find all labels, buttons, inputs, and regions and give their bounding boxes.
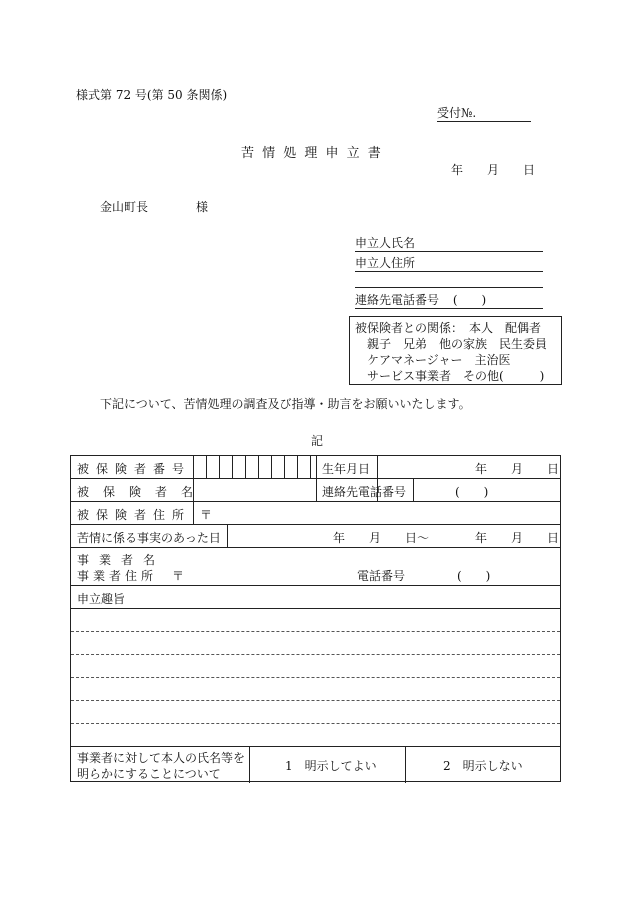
applicant-name-field[interactable] [355, 234, 543, 252]
business-phone-label: 電話番号 [357, 569, 406, 583]
relationship-line-4: サービス事業者 その他( ) [367, 369, 545, 383]
ki-heading: 記 [311, 434, 324, 448]
insured-number-label: 被保険者番号 [77, 462, 192, 476]
contact-phone-label: 連絡先電話番号 [322, 485, 407, 499]
insured-name-label: 被保険者名 [77, 485, 208, 499]
addressee-name: 金山町長 [100, 200, 149, 214]
applicant-phone-field[interactable] [355, 291, 543, 309]
applicant-phone-label: 連絡先電話番号 [355, 293, 440, 307]
incident-date-label: 苦情に係る事実のあった日 [77, 531, 221, 545]
complaint-summary-label: 申立趣旨 [77, 592, 126, 606]
incident-date-from[interactable]: 年 月 日〜 [333, 531, 430, 545]
insured-number-input[interactable] [194, 457, 315, 478]
contact-phone-value[interactable]: ( ) [455, 485, 489, 499]
business-postal[interactable]: 〒 [172, 569, 185, 583]
form-number: 様式第 72 号(第 50 条関係) [76, 88, 228, 102]
intro-text: 下記について、苦情処理の調査及び指導・助言をお願いいたします。 [100, 397, 471, 411]
insured-name-input[interactable] [194, 479, 315, 500]
applicant-address-label: 申立人住所 [355, 256, 416, 270]
insured-address-label: 被保険者住所 [77, 508, 192, 522]
disclosure-label-line2: 明らかにすることについて [77, 767, 221, 781]
relationship-line-3: ケアマネージャー 主治医 [367, 353, 511, 367]
incident-date-to[interactable]: 年 月 日 [475, 531, 560, 545]
applicant-address-field[interactable] [355, 254, 543, 272]
relationship-line-2: 親子 兄弟 他の家族 民生委員 [367, 337, 548, 351]
disclosure-option-allow[interactable]: 1 明示してよい [285, 759, 377, 773]
addressee-honorific: 様 [196, 200, 209, 214]
business-address-label: 事業者住所 [77, 569, 158, 583]
applicant-phone-parens: ( ) [452, 293, 487, 307]
birthdate-value[interactable]: 年 月 日 [475, 462, 560, 476]
disclosure-label-line1: 事業者に対して本人の氏名等を [77, 751, 246, 765]
receipt-number-field[interactable] [437, 104, 531, 122]
submission-date: 年 月 日 [451, 163, 536, 177]
business-phone-value[interactable]: ( ) [457, 569, 491, 583]
complaint-form-table [70, 455, 561, 782]
birthdate-label: 生年月日 [322, 462, 371, 476]
receipt-number-label: 受付№. [437, 106, 477, 120]
disclosure-option-deny[interactable]: 2 明示しない [443, 759, 523, 773]
complaint-summary-input[interactable] [72, 609, 560, 745]
business-name-label: 事業者名 [77, 553, 166, 567]
insured-address-postal[interactable]: 〒 [200, 508, 213, 522]
applicant-name-label: 申立人氏名 [355, 236, 416, 250]
relationship-line-1: 被保険者との関係： 本人 配偶者 [355, 321, 542, 335]
document-title: 苦 情 処 理 申 立 書 [241, 146, 383, 161]
relationship-box [349, 316, 562, 385]
applicant-address-line2[interactable] [355, 275, 543, 288]
